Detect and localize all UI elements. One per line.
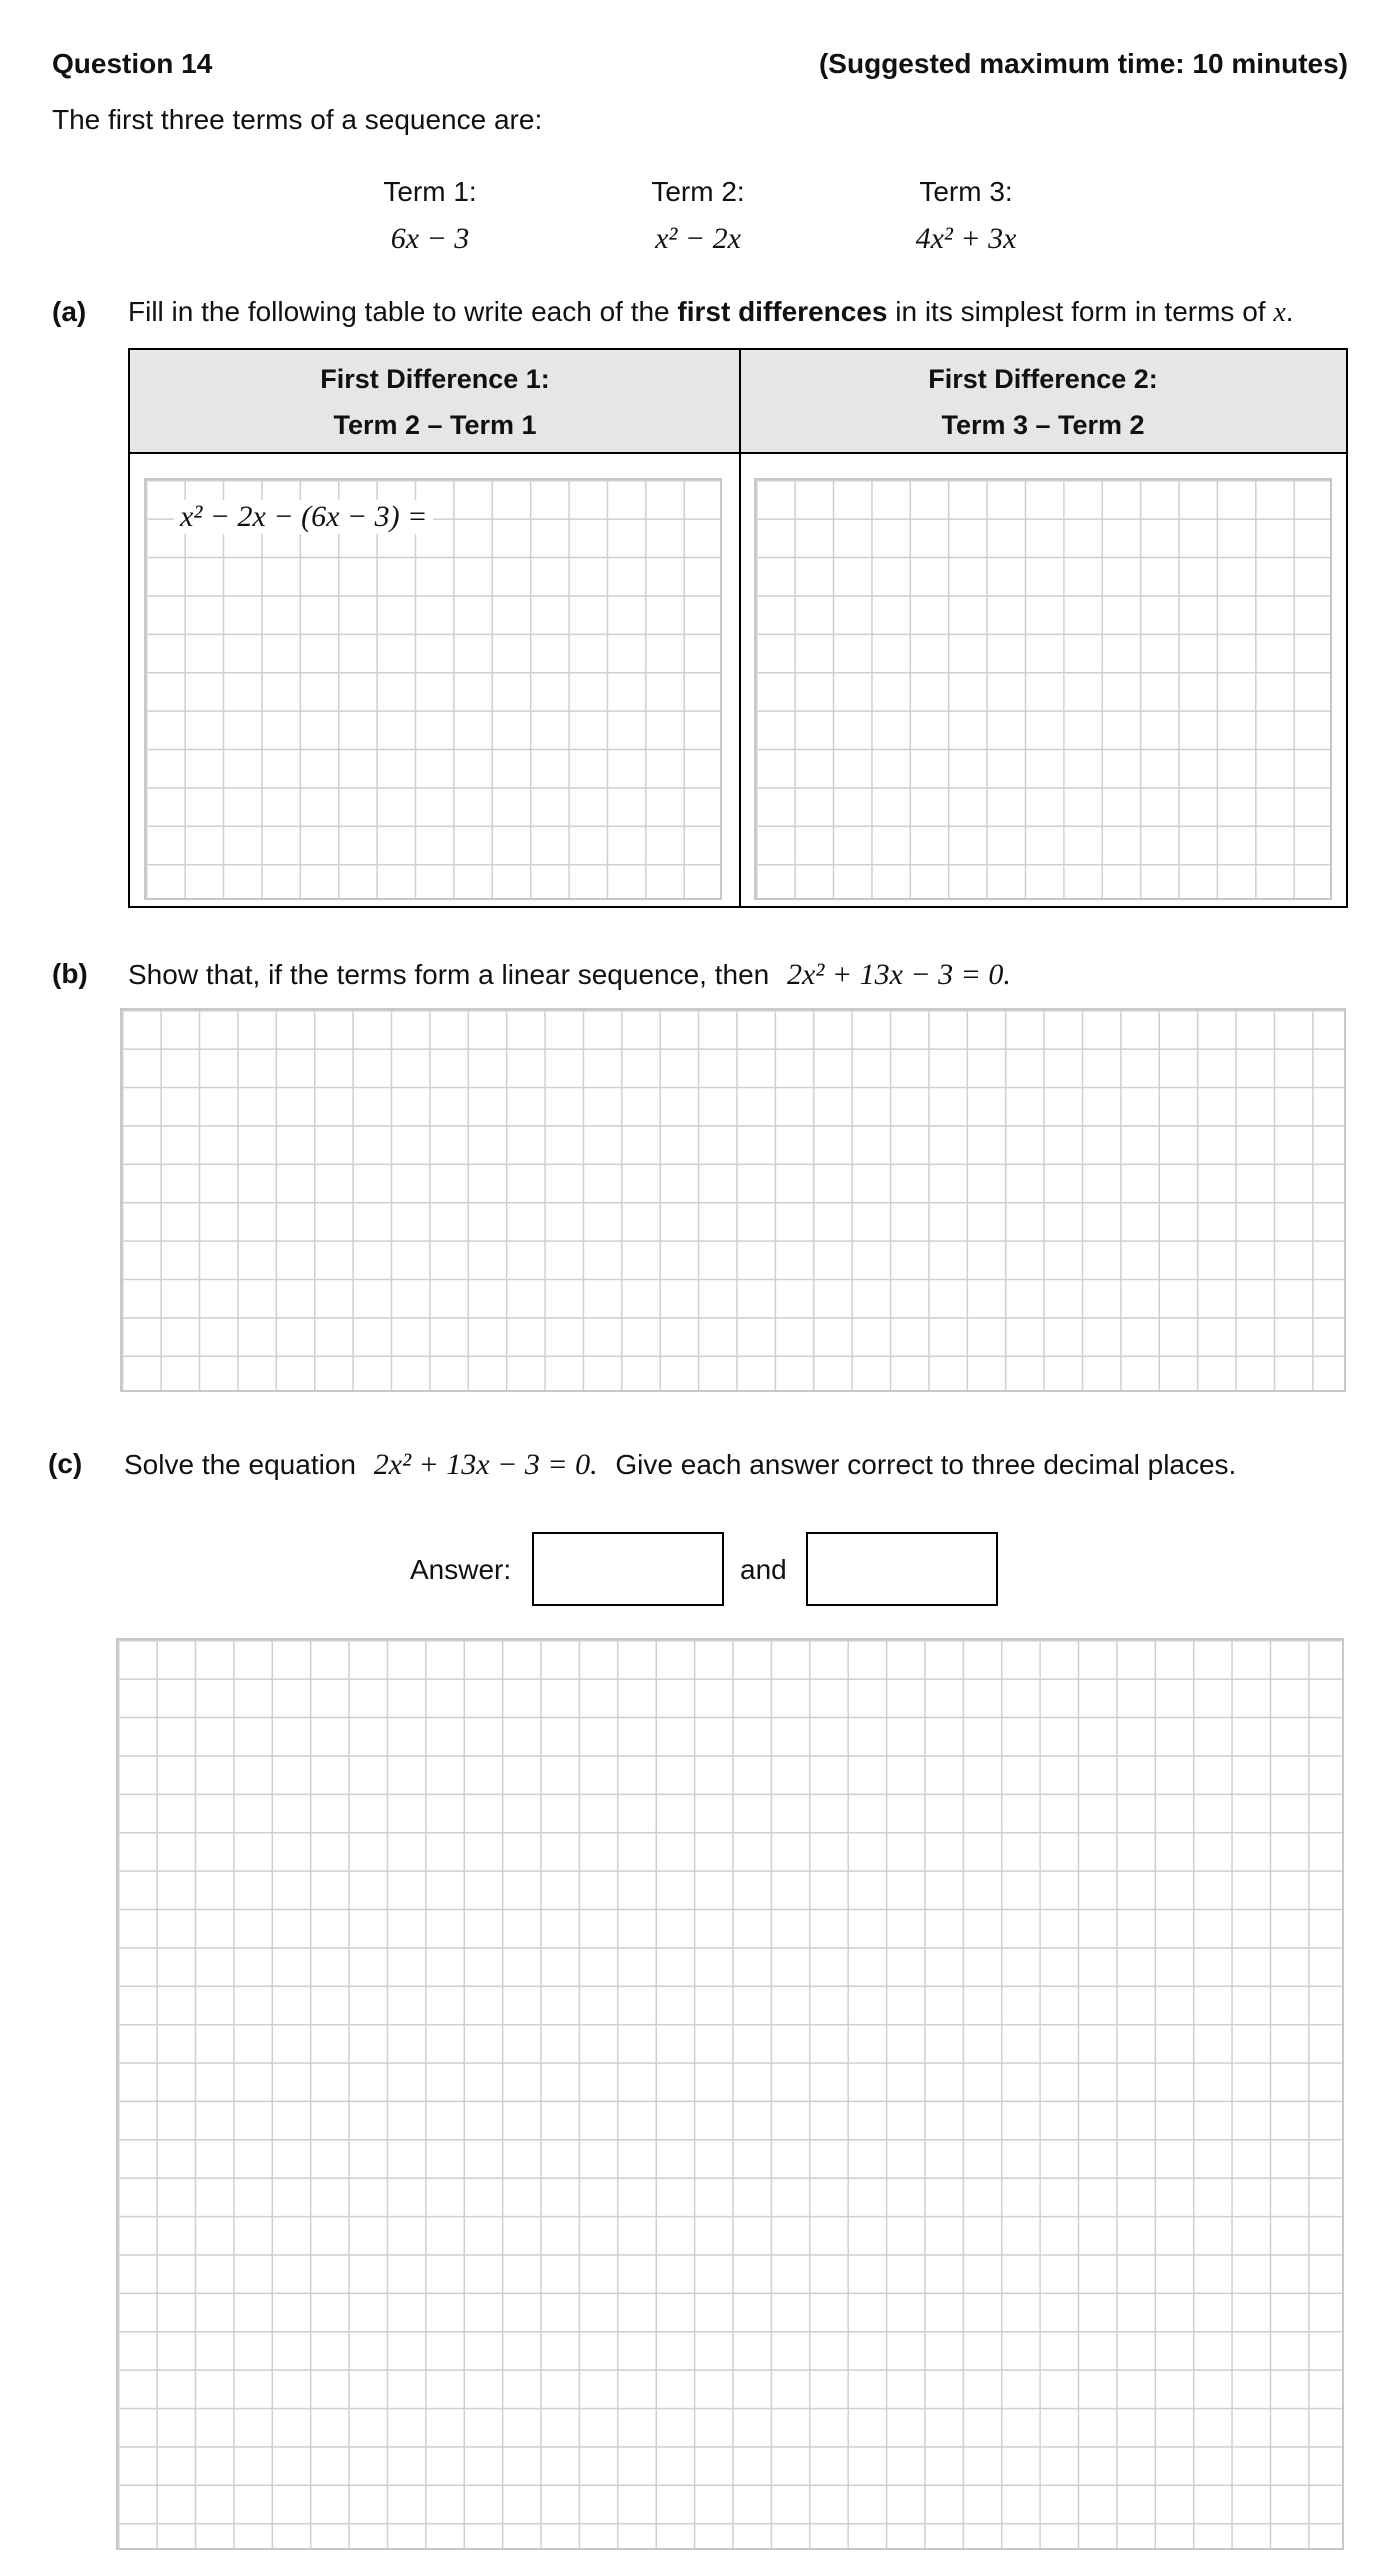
part-b-working-grid[interactable] <box>120 1008 1346 1392</box>
part-c-instruction <box>124 1448 1236 1482</box>
and-label: and <box>740 1554 787 1585</box>
part-a-variable: x <box>1273 297 1286 328</box>
part-a-text-before: Fill in the following table to write each of the <box>128 296 678 327</box>
difference-1-working-grid[interactable] <box>144 478 722 900</box>
column-1-title: First Difference 1: <box>320 364 550 394</box>
column-1-header <box>130 350 740 454</box>
part-a-label: (a) <box>52 296 87 327</box>
part-c-text-before: Solve the equation <box>124 1449 356 1480</box>
answer-box-2[interactable] <box>806 1532 998 1606</box>
term-2-expression: x² − 2x <box>655 222 741 255</box>
part-c-text-after: Give each answer correct to three decimal places. <box>615 1449 1237 1480</box>
intro-text: The first three terms of a sequence are: <box>52 104 543 135</box>
answer-label: Answer: <box>410 1554 512 1585</box>
part-b-instruction <box>128 958 1011 992</box>
term-1-label: Term 1: <box>383 176 477 207</box>
part-c-working-grid[interactable] <box>116 1638 1344 2550</box>
part-a-text-end: . <box>1285 296 1294 327</box>
term-3-label: Term 3: <box>919 176 1013 207</box>
term-2-label: Term 2: <box>651 176 745 207</box>
term-3 <box>836 176 1096 256</box>
table-divider <box>739 350 741 906</box>
part-c-label: (c) <box>48 1448 83 1479</box>
time-note: (Suggested maximum time: 10 minutes) <box>818 48 1348 79</box>
term-1-expression: 6x − 3 <box>390 222 470 255</box>
difference-2-working-grid[interactable] <box>754 478 1332 900</box>
column-2-title: First Difference 2: <box>928 364 1158 394</box>
part-c-equation: 2x² + 13x − 3 = 0. <box>373 1448 598 1481</box>
part-a-text-bold: first differences <box>677 296 888 327</box>
part-b-text: Show that, if the terms form a linear sequence, then <box>128 959 770 990</box>
term-2 <box>568 176 828 256</box>
difference-1-working: x² − 2x − (6x − 3) = <box>174 500 433 534</box>
part-a-text-after: in its simplest form in terms of <box>887 296 1274 327</box>
part-b-label: (b) <box>52 958 88 989</box>
column-2-header <box>740 350 1346 454</box>
term-3-expression: 4x² + 3x <box>915 222 1017 255</box>
part-a-instruction <box>128 296 1294 329</box>
column-1-subtitle: Term 2 – Term 1 <box>333 410 537 440</box>
column-2-subtitle: Term 3 – Term 2 <box>941 410 1145 440</box>
term-1 <box>300 176 560 256</box>
question-title: Question 14 <box>52 48 213 79</box>
answer-box-1[interactable] <box>532 1532 724 1606</box>
part-b-equation: 2x² + 13x − 3 = 0. <box>787 958 1011 991</box>
